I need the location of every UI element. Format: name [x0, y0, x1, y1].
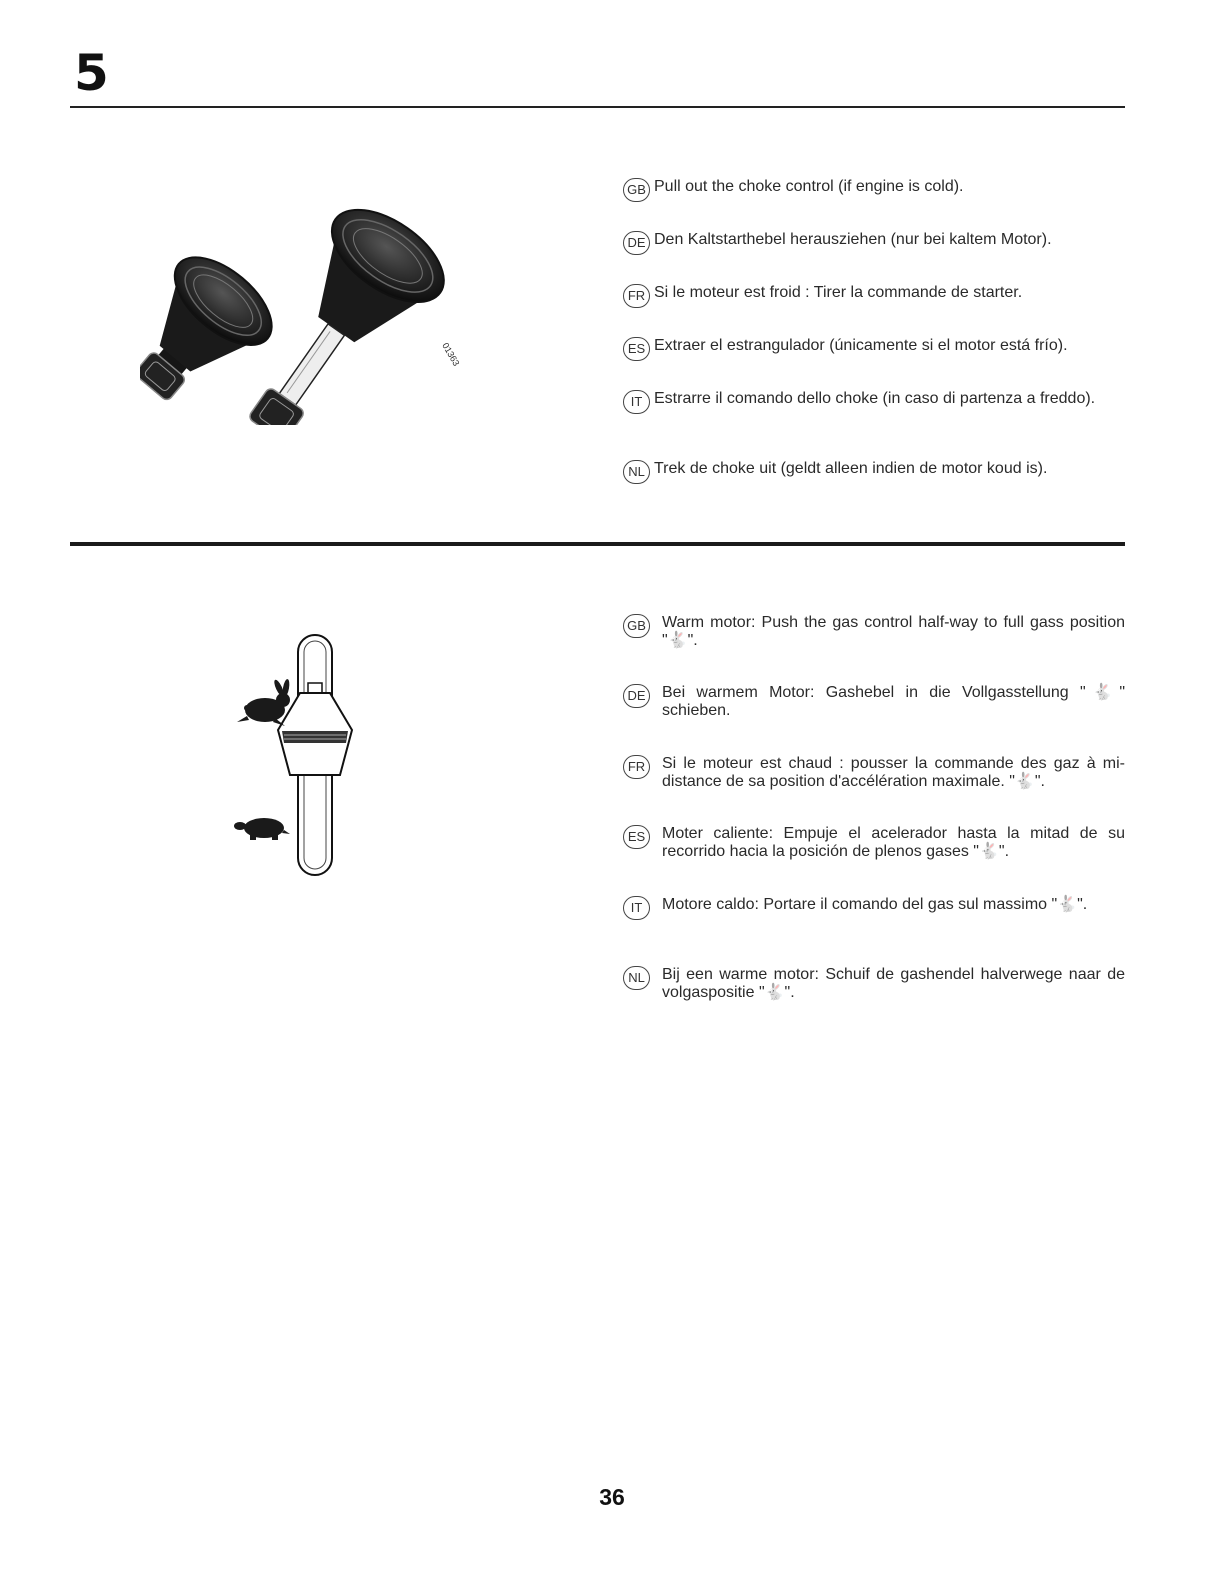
section-number: 5 [74, 44, 109, 102]
rabbit-icon [237, 679, 291, 726]
instruction-text: Si le moteur est froid : Tirer la commande de starter. [654, 284, 1023, 301]
lang-badge-fr: FR [623, 284, 650, 308]
gas-instruction-fr [623, 755, 1125, 791]
section-divider [70, 542, 1125, 546]
instruction-text: Estrarre il comando dello choke (in caso di partenza a freddo). [654, 390, 1096, 407]
instruction-text: Extraer el estrangulador (únicamente si el motor está frío). [654, 337, 1068, 354]
lang-badge-de: DE [623, 684, 650, 708]
lang-badge-fr: FR [623, 755, 650, 779]
lang-badge-gb: GB [623, 178, 650, 202]
instruction-text: Warm motor: Push the gas control half-way to full gass position "🐇". [662, 614, 1125, 649]
choke-instruction-fr [623, 284, 1125, 302]
gas-instruction-gb [623, 614, 1125, 650]
choke-part-code: 01363 [440, 341, 462, 368]
choke-instruction-nl [623, 460, 1125, 478]
instruction-text: Trek de choke uit (geldt alleen indien de motor koud is). [654, 460, 1048, 477]
page-number: 36 [599, 1484, 625, 1510]
lang-badge-nl: NL [623, 966, 650, 990]
turtle-icon [234, 818, 290, 840]
choke-instruction-it [623, 390, 1125, 408]
instruction-text: Bij een warme motor: Schuif de gashendel halverwege naar de volgaspositie "🐇". [662, 966, 1125, 1001]
instruction-text: Bei warmem Motor: Gashebel in die Vollgasstellung "🐇" schieben. [662, 684, 1125, 719]
gas-instruction-it [623, 896, 1125, 914]
lang-badge-es: ES [623, 825, 650, 849]
instruction-text: Moter caliente: Empuje el acelerador hasta la mitad de su recorrido hacia la posición de plenos gases "🐇". [662, 825, 1125, 860]
gas-instruction-nl [623, 966, 1125, 1002]
lang-badge-it: IT [623, 390, 650, 414]
choke-instruction-gb [623, 178, 1125, 196]
lang-badge-de: DE [623, 231, 650, 255]
top-divider [70, 106, 1125, 108]
instruction-text: Den Kaltstarthebel herausziehen (nur bei kaltem Motor). [654, 231, 1052, 248]
choke-instruction-de [623, 231, 1125, 249]
instruction-text: Pull out the choke control (if engine is cold). [654, 178, 964, 195]
choke-knob-illustration [140, 195, 520, 425]
gas-instruction-de [623, 684, 1125, 720]
instruction-text: Motore caldo: Portare il comando del gas sul massimo "🐇". [662, 896, 1088, 913]
lang-badge-nl: NL [623, 460, 650, 484]
gas-instruction-es [623, 825, 1125, 861]
instruction-text: Si le moteur est chaud : pousser la commande des gaz à mi-distance de sa position d'accélération maximale. "🐇". [662, 755, 1125, 790]
choke-instruction-es [623, 337, 1125, 355]
lang-badge-gb: GB [623, 614, 650, 638]
lang-badge-it: IT [623, 896, 650, 920]
gas-lever-illustration [220, 625, 370, 880]
lang-badge-es: ES [623, 337, 650, 361]
